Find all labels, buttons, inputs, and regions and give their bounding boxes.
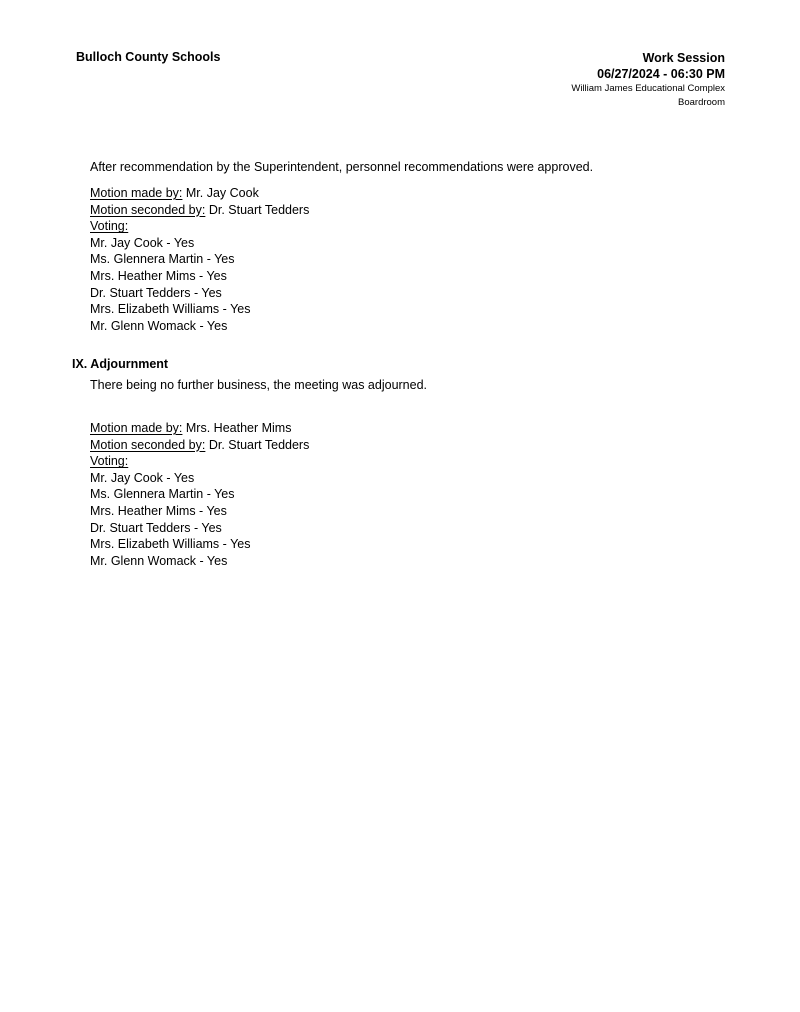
- organization-name: Bulloch County Schools: [76, 50, 221, 64]
- vote-entry: Ms. Glennera Martin - Yes: [90, 487, 235, 502]
- vote-entry: Mr. Glenn Womack - Yes: [90, 553, 228, 568]
- vote-entry: Dr. Stuart Tedders - Yes: [90, 520, 222, 535]
- meeting-info: [571, 50, 725, 110]
- motion-made-label: Motion made by:: [90, 421, 183, 435]
- motion-seconded-line: [90, 202, 309, 219]
- vote-entry: Mrs. Elizabeth Williams - Yes: [90, 302, 251, 317]
- voting-label: Voting:: [90, 219, 129, 234]
- meeting-type: Work Session: [642, 51, 725, 65]
- meeting-room: Boardroom: [678, 97, 725, 108]
- adjournment-heading: IX. Adjournment: [72, 357, 169, 371]
- motion-made-label: Motion made by:: [90, 186, 183, 200]
- motion-made-value: Mr. Jay Cook: [182, 186, 259, 200]
- vote-entry: Mrs. Heather Mims - Yes: [90, 268, 227, 283]
- meeting-location: William James Educational Complex: [571, 83, 725, 94]
- personnel-approval-text: After recommendation by the Superintendent, personnel recommendations were approved.: [90, 160, 594, 174]
- motion-seconded-line: [90, 437, 309, 454]
- vote-entry: Dr. Stuart Tedders - Yes: [90, 285, 222, 300]
- vote-entry: Mr. Jay Cook - Yes: [90, 470, 195, 485]
- motion-seconded-value: Dr. Stuart Tedders: [205, 437, 310, 452]
- vote-entry: Mr. Glenn Womack - Yes: [90, 318, 228, 333]
- vote-entry: Mrs. Heather Mims - Yes: [90, 503, 227, 518]
- adjournment-motion-block: [90, 420, 309, 569]
- motion-seconded-label: Motion seconded by:: [90, 202, 206, 217]
- vote-entry: Ms. Glennera Martin - Yes: [90, 252, 235, 267]
- motion-made-line: [90, 420, 309, 437]
- voting-label: Voting:: [90, 454, 129, 469]
- meeting-datetime: 06/27/2024 - 06:30 PM: [597, 67, 725, 81]
- adjournment-text: There being no further business, the meeting was adjourned.: [90, 378, 428, 392]
- vote-entry: Mr. Jay Cook - Yes: [90, 235, 195, 250]
- vote-entry: Mrs. Elizabeth Williams - Yes: [90, 537, 251, 552]
- motion-made-value: Mrs. Heather Mims: [182, 421, 292, 435]
- personnel-motion-block: [90, 185, 309, 334]
- motion-seconded-label: Motion seconded by:: [90, 437, 206, 452]
- motion-made-line: [90, 185, 309, 202]
- motion-seconded-value: Dr. Stuart Tedders: [205, 202, 310, 217]
